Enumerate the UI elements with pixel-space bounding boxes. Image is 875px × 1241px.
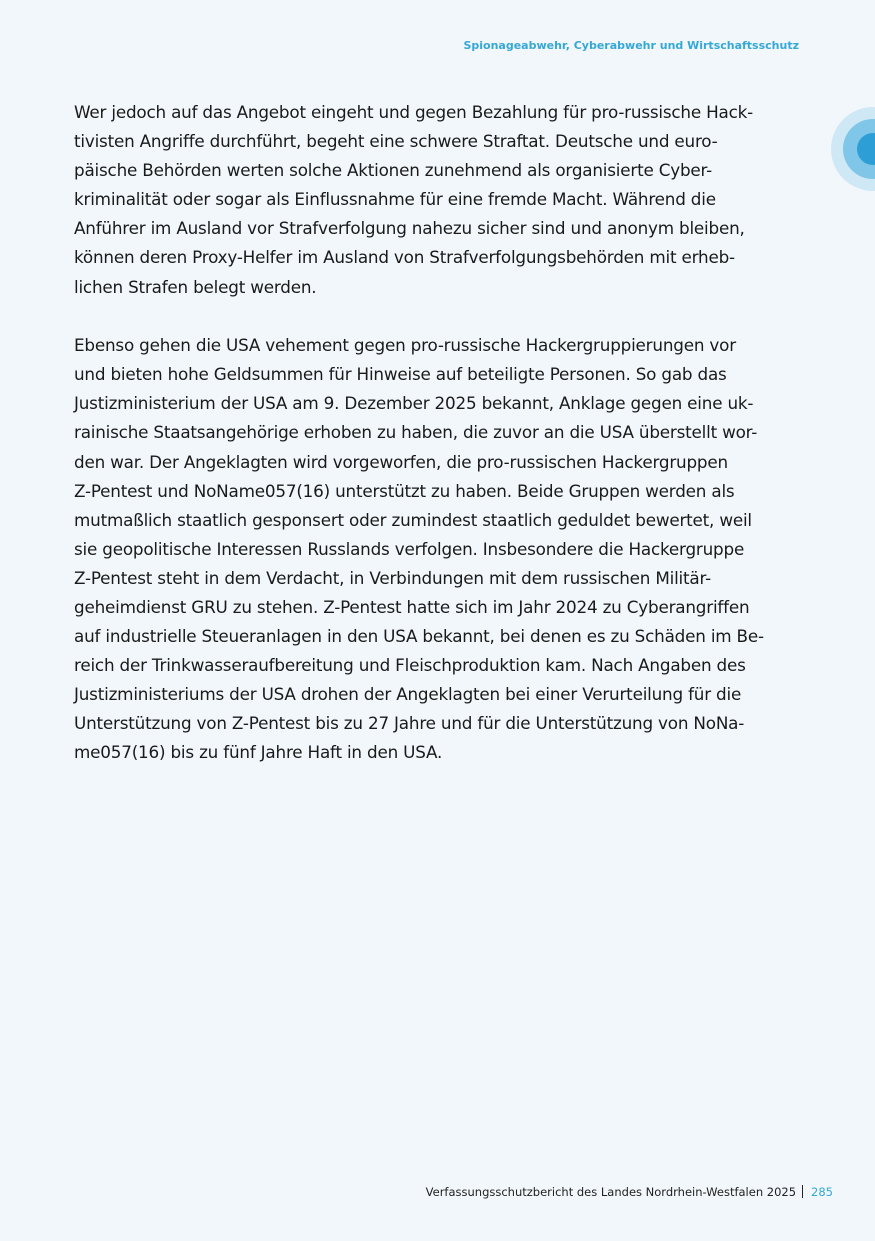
text-line: und bieten hohe Geldsummen für Hinweise auf beteiligte Personen. So gab das xyxy=(74,364,727,385)
page-footer xyxy=(426,1185,833,1199)
page-number: 285 xyxy=(811,1185,833,1199)
paragraph-2 xyxy=(74,331,804,767)
text-line: Justizministerium der USA am 9. Dezember 2025 bekannt, Anklage gegen eine uk- xyxy=(74,393,754,414)
text-line: lichen Strafen belegt werden. xyxy=(74,276,317,297)
footer-publication: Verfassungsschutzbericht des Landes Nordrhein-Westfalen 2025 xyxy=(425,1185,797,1199)
text-line: den war. Der Angeklagten wird vorgeworfen, die pro-russischen Hackergruppen xyxy=(74,451,728,472)
text-line: tivisten Angriffe durchführt, begeht eine schwere Straftat. Deutsche und euro- xyxy=(74,131,718,152)
paragraph-1 xyxy=(74,98,804,302)
running-header: Spionageabwehr, Cyberabwehr und Wirtschaftsschutz xyxy=(463,39,799,52)
text-line: Wer jedoch auf das Angebot eingeht und gegen Bezahlung für pro-russische Hack- xyxy=(74,102,754,122)
text-line: können deren Proxy-Helfer im Ausland von Strafverfolgungsbehörden mit erheb- xyxy=(74,247,735,268)
text-line: me057(16) bis zu fünf Jahre Haft in den USA. xyxy=(74,742,443,763)
paragraph-spacer xyxy=(74,302,804,332)
text-line: auf industrielle Steueranlagen in den USA bekannt, bei denen es zu Schäden im Be- xyxy=(74,626,764,647)
text-line: Unterstützung von Z-Pentest bis zu 27 Jahre und für die Unterstützung von NoNa- xyxy=(74,713,745,734)
text-line: reich der Trinkwasseraufbereitung und Fleischproduktion kam. Nach Angaben des xyxy=(74,655,746,676)
text-line: kriminalität oder sogar als Einflussnahme für eine fremde Macht. Während die xyxy=(74,189,716,210)
body-text xyxy=(74,98,804,768)
text-line: sie geopolitische Interessen Russlands verfolgen. Insbesondere die Hackergruppe xyxy=(74,538,745,559)
text-line: päische Behörden werten solche Aktionen zunehmend als organisierte Cyber- xyxy=(74,160,713,181)
text-line: Z-Pentest steht in dem Verdacht, in Verbindungen mit dem russischen Militär- xyxy=(74,567,711,588)
text-line: Justizministeriums der USA drohen der Angeklagten bei einer Verurteilung für die xyxy=(74,684,742,705)
text-line: Z-Pentest und NoName057(16) unterstützt zu haben. Beide Gruppen werden als xyxy=(74,480,735,501)
text-line: Anführer im Ausland vor Strafverfolgung nahezu sicher sind und anonym bleiben, xyxy=(74,218,745,239)
text-line: mutmaßlich staatlich gesponsert oder zumindest staatlich geduldet bewertet, weil xyxy=(74,509,752,530)
chapter-tab-marker xyxy=(831,107,875,191)
text-line: geheimdienst GRU zu stehen. Z-Pentest hatte sich im Jahr 2024 zu Cyberangriffen xyxy=(74,597,750,617)
text-line: rainische Staatsangehörige erhoben zu haben, die zuvor an die USA überstellt wor- xyxy=(74,422,758,443)
text-line: Ebenso gehen die USA vehement gegen pro-russische Hackergruppierungen vor xyxy=(74,335,736,356)
footer-divider xyxy=(802,1185,803,1198)
